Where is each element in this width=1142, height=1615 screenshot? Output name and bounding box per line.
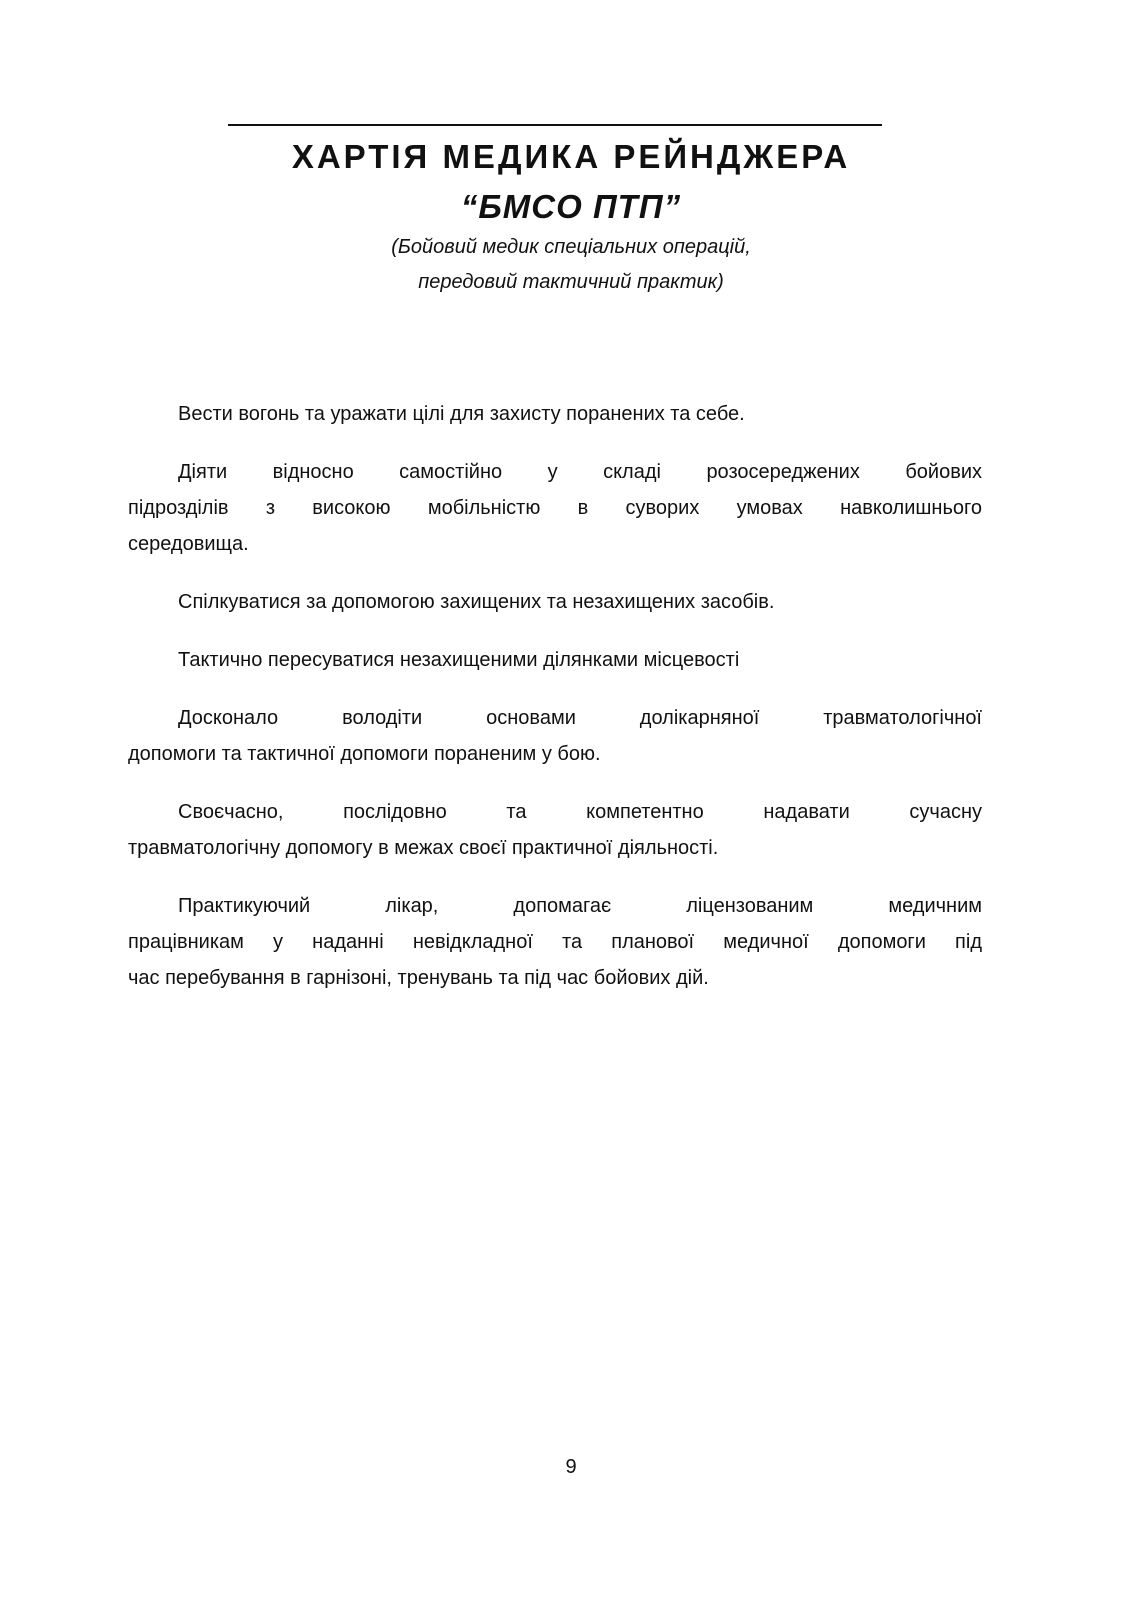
page-subtitle-acronym: “БМСО ПТП”: [460, 188, 682, 225]
paragraph-line: Своєчасно, послідовно та компетентно надавати сучасну: [178, 801, 982, 823]
paragraph-line: Вести вогонь та уражати цілі для захисту поранених та себе.: [178, 403, 745, 425]
page-title: ХАРТІЯ МЕДИКА РЕЙНДЖЕРА: [291, 138, 851, 175]
paragraph-line: травматологічну допомогу в межах своєї практичної діяльності.: [128, 837, 719, 859]
title-rule: [228, 124, 882, 126]
paragraph-line: час перебування в гарнізоні, тренувань та під час бойових дій.: [128, 967, 709, 989]
paragraph: [128, 584, 982, 620]
paragraph: [128, 888, 982, 996]
body-text: [128, 396, 982, 1018]
paragraph-line: Діяти відносно самостійно у складі розосереджених бойових: [178, 461, 982, 483]
paragraph: [128, 396, 982, 432]
paragraph-line: середовища.: [128, 533, 249, 555]
paragraph-line: Досконало володіти основами долікарняної травматологічної: [178, 707, 982, 729]
paragraph-line: Спілкуватися за допомогою захищених та незахищених засобів.: [178, 591, 775, 613]
paragraph: [128, 700, 982, 772]
paragraph-line: працівникам у наданні невідкладної та планової медичної допомоги під: [128, 931, 982, 953]
paragraph-line: Тактично пересуватися незахищеними ділянками місцевості: [178, 649, 740, 671]
subtitle-line-2: передовий тактичний практик): [418, 271, 724, 293]
subtitle-line-1: (Бойовий медик спеціальних операцій,: [391, 236, 751, 258]
paragraph: [128, 642, 982, 678]
paragraph-line: Практикуючий лікар, допомагає ліцензованим медичним: [178, 895, 982, 917]
page-number: 9: [565, 1456, 577, 1478]
paragraph-line: підрозділів з високою мобільністю в суворих умовах навколишнього: [128, 497, 982, 519]
paragraph: [128, 794, 982, 866]
paragraph-line: допомоги та тактичної допомоги пораненим у бою.: [128, 743, 601, 765]
paragraph: [128, 454, 982, 562]
